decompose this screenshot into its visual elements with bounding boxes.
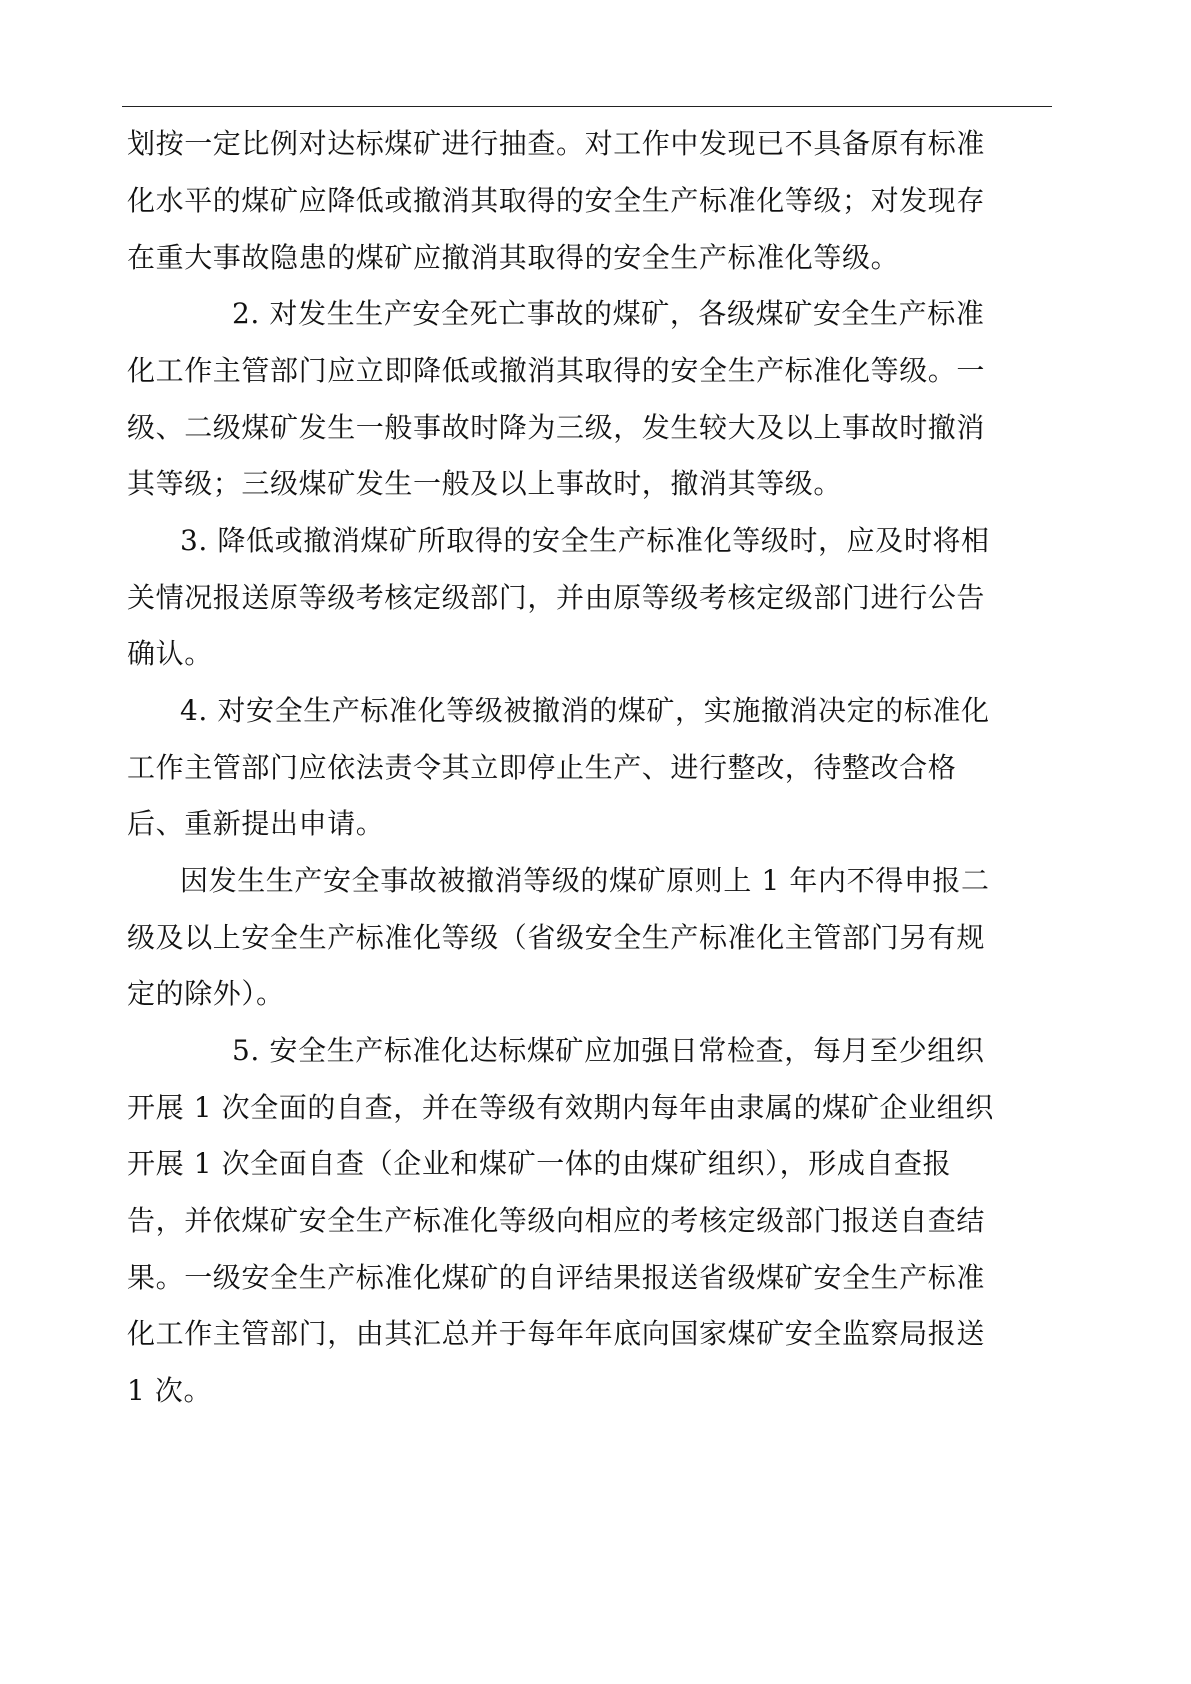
text-line: 4. 对安全生产标准化等级被撤消的煤矿，实施撤消决定的标准化 — [180, 694, 990, 727]
text-line: 因发生生产安全事故被撤消等级的煤矿原则上 1 年内不得申报二 — [180, 864, 990, 897]
text-line: 化水平的煤矿应降低或撤消其取得的安全生产标准化等级；对发现存 — [127, 184, 986, 217]
text-line: 3. 降低或撤消煤矿所取得的安全生产标准化等级时，应及时将相 — [180, 524, 990, 557]
text-line: 定的除外）。 — [127, 977, 285, 1010]
header-rule — [122, 106, 1052, 107]
text-line: 划按一定比例对达标煤矿进行抽查。对工作中发现已不具备原有标准 — [127, 127, 986, 160]
text-line: 化工作主管部门，由其汇总并于每年年底向国家煤矿安全监察局报送 — [127, 1317, 986, 1350]
text-line: 2. 对发生生产安全死亡事故的煤矿，各级煤矿安全生产标准 — [232, 297, 985, 330]
text-line: 5. 安全生产标准化达标煤矿应加强日常检查，每月至少组织 — [232, 1034, 985, 1067]
text-line: 确认。 — [127, 637, 213, 670]
text-line: 工作主管部门应依法责令其立即停止生产、进行整改，待整改合格 — [127, 751, 957, 784]
text-line: 1 次。 — [127, 1374, 213, 1407]
text-line: 级、二级煤矿发生一般事故时降为三级，发生较大及以上事故时撤消 — [127, 411, 986, 444]
text-line: 开展 1 次全面的自查，并在等级有效期内每年由隶属的煤矿企业组织 — [127, 1091, 994, 1124]
text-line: 级及以上安全生产标准化等级（省级安全生产标准化主管部门另有规 — [127, 921, 986, 954]
text-line: 关情况报送原等级考核定级部门，并由原等级考核定级部门进行公告 — [127, 581, 986, 614]
text-line: 果。一级安全生产标准化煤矿的自评结果报送省级煤矿安全生产标准 — [127, 1261, 986, 1294]
text-line: 开展 1 次全面自查（企业和煤矿一体的由煤矿组织），形成自查报 — [127, 1147, 952, 1180]
text-line: 其等级；三级煤矿发生一般及以上事故时，撤消其等级。 — [127, 467, 843, 500]
text-line: 告，并依煤矿安全生产标准化等级向相应的考核定级部门报送自查结 — [127, 1204, 986, 1237]
text-line: 化工作主管部门应立即降低或撤消其取得的安全生产标准化等级。一 — [127, 354, 986, 387]
text-line: 在重大事故隐患的煤矿应撤消其取得的安全生产标准化等级。 — [127, 241, 900, 274]
text-line: 后、重新提出申请。 — [127, 807, 385, 840]
